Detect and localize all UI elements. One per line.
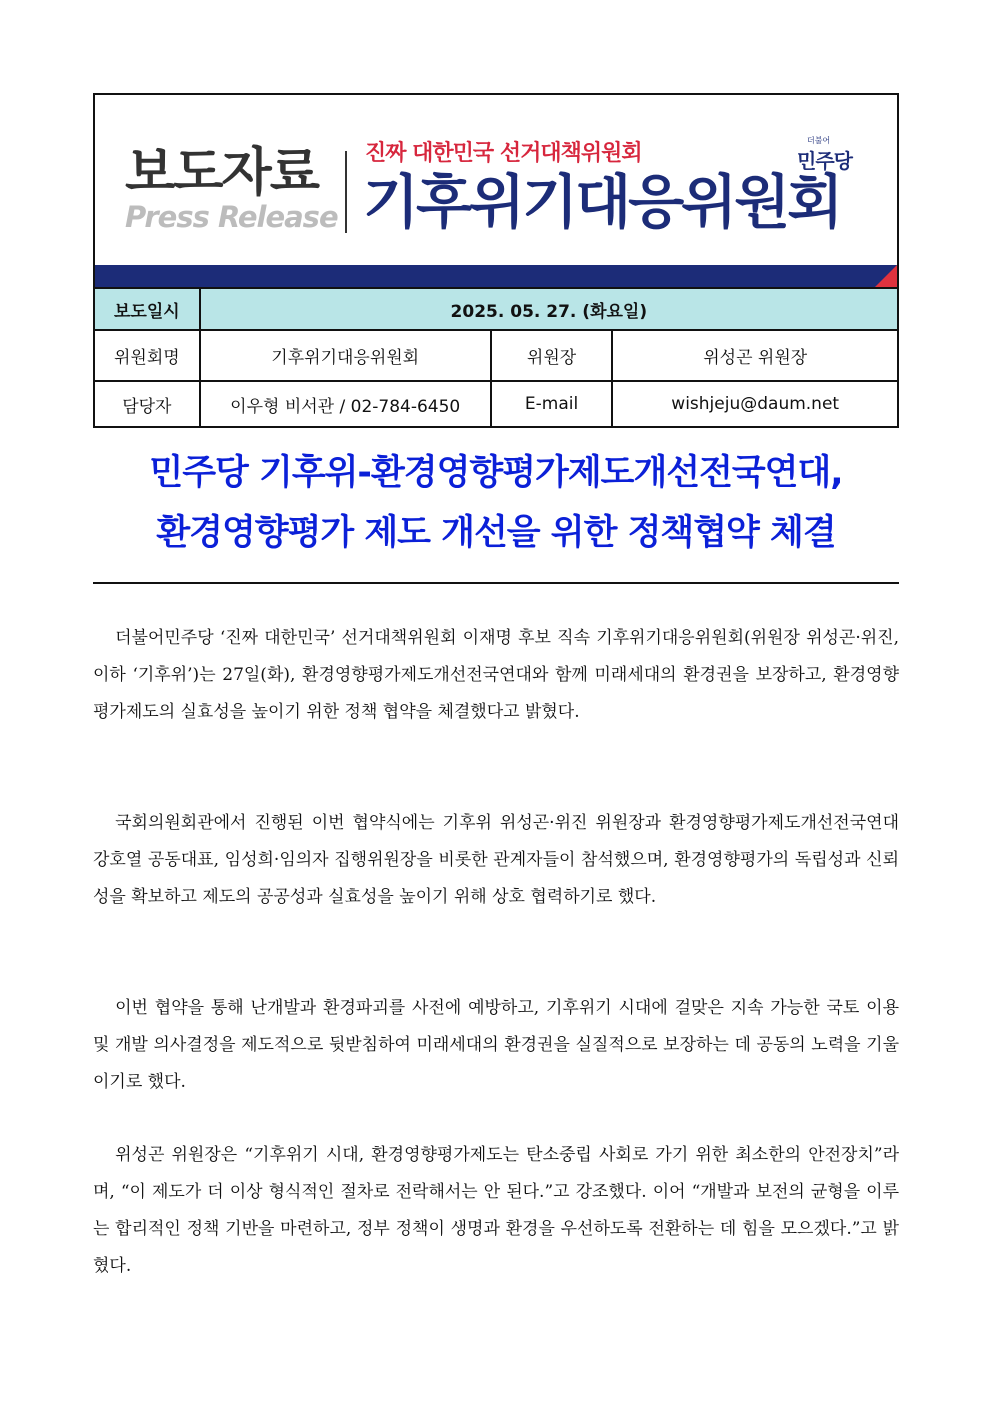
headline-line-1: 민주당 기후위-환경영향평가제도개선전국연대, [149,453,843,493]
press-release-subtitle: Press Release [125,200,338,234]
party-logo-name: 민주당 [797,149,852,173]
table-row [94,288,898,330]
press-release-banner [93,93,899,287]
table-row [94,381,898,427]
banner-red-corner [875,265,897,287]
campaign-committee-name: 진짜 대한민국 선거대책위원회 [365,141,642,166]
email-label: E-mail [491,381,613,427]
body-paragraph-3: 이번 협약을 통해 난개발과 환경파괴를 사전에 예방하고, 기후위기 시대에 걸맞은 지속 가능한 국토 이용 및 개발 의사결정을 제도적으로 뒷받침하여 미래세대의 환경권을 실질적으로 보장하는 데 공동의 노력을 기울이기로 했다. [93,998,899,1092]
table-row [94,330,898,381]
body-paragraph-4: 위성곤 위원장은 “기후위기 시대, 환경영향평가제도는 탄소중립 사회로 가기 위한 최소한의 안전장치”라며, “이 제도가 더 이상 형식적인 절차로 전락해서는 안 된다.”고 강조했다. 이어 “개발과 보전의 균형을 이루는 합리적인 정책 기반을 마련하고, 정부 정책이 생명과 환경을 우선하도록 전환하는 데 힘을 모으겠다.”고 밝혔다. [93,1145,899,1276]
body-paragraph-2: 국회의원회관에서 진행된 이번 협약식에는 기후위 위성곤·위진 위원장과 환경영향평가제도개선전국연대 강호열 공동대표, 임성희·임의자 집행위원장을 비롯한 관계자들이 참석했으며, 환경영향평가의 독립성과 신뢰성을 확보하고 제도의 공공성과 실효성을 높이기 위해 상호 협력하기로 했다. [93,813,899,907]
chair-value: 위성곤 위원장 [612,330,898,381]
party-logo-small-text: 더불어 [807,136,831,145]
release-date-value: 2025. 05. 27. (화요일) [200,288,898,330]
chair-label: 위원장 [491,330,613,381]
committee-value: 기후위기대응위원회 [200,330,491,381]
committee-label: 위원회명 [94,330,200,381]
body-paragraph-1: 더불어민주당 ‘진짜 대한민국’ 선거대책위원회 이재명 후보 직속 기후위기대응위원회(위원장 위성곤·위진, 이하 ‘기후위’)는 27일(화), 환경영향평가제도개선전국연대와 함께 미래세대의 환경권을 보장하고, 환경영향평가제도의 실효성을 높이기 위한 정책 협약을 체결했다고 밝혔다. [93,628,899,722]
press-release-title: 보도자료 [125,143,318,203]
committee-name-logo: 기후위기대응위원회 [363,168,841,236]
headline-line-2: 환경영향평가 제도 개선을 위한 정책협약 체결 [156,513,836,553]
headline-divider [93,582,899,584]
banner-divider [345,151,347,233]
contact-value: 이우형 비서관 / 02-784-6450 [200,381,491,427]
release-date-label: 보도일시 [94,288,200,330]
banner-navy-stripe [95,265,897,287]
party-logo [795,135,867,173]
email-value[interactable]: wishjeju@daum.net [612,381,898,427]
release-info-table [93,287,899,428]
contact-label: 담당자 [94,381,200,427]
